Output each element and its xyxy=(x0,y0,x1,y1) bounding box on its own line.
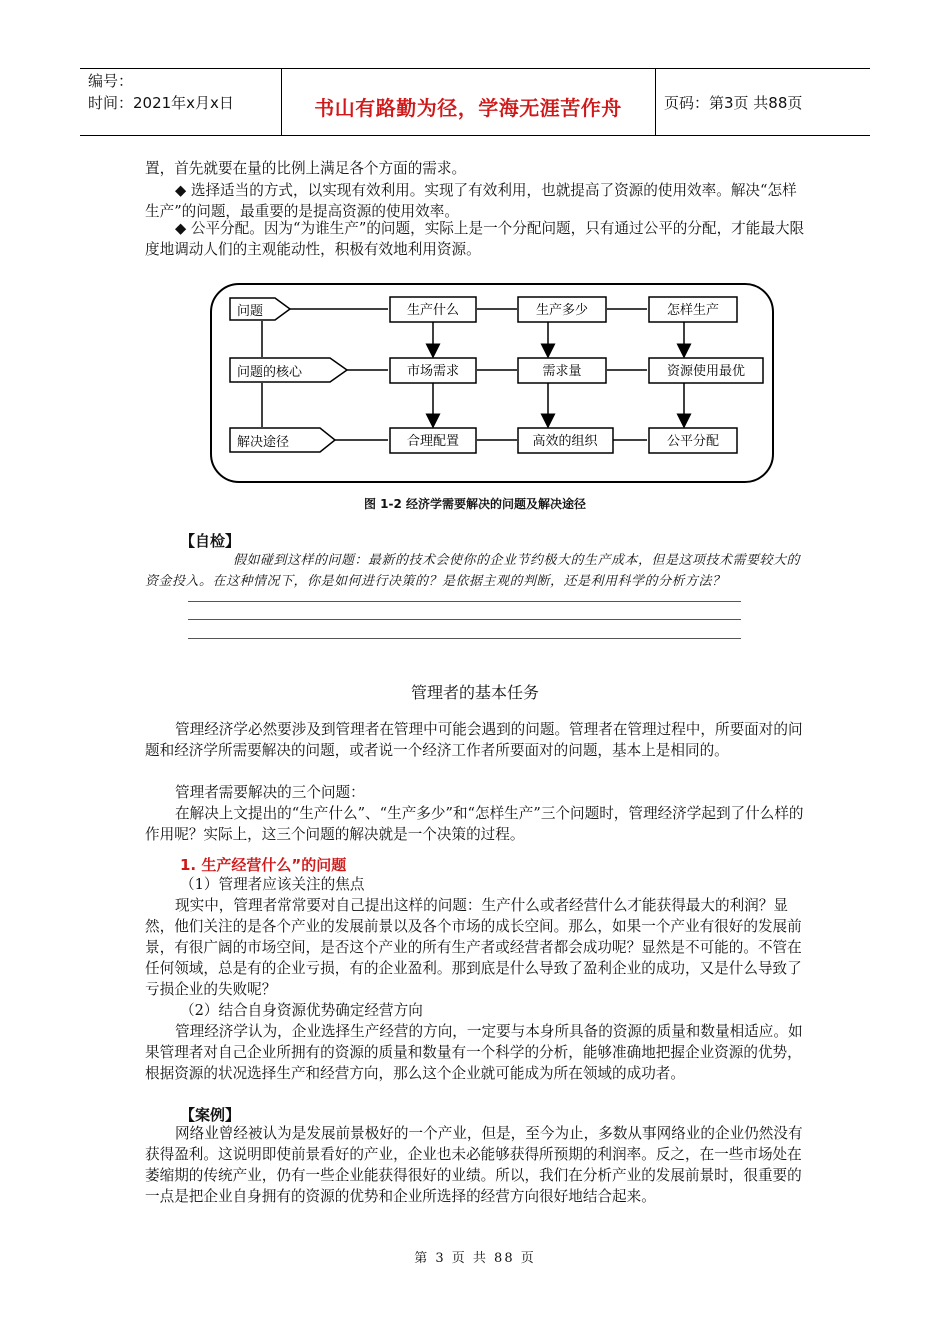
row-label-core: 问题的核心 xyxy=(237,365,303,380)
self-check-text: 假如碰到这样的问题：最新的技术会使你的企业节约极大的生产成本，但是这项技术需要较大的资金投入。在这种情况下，你是如何进行决策的？是依据主观的判断，还是利用科学的分析方法？ xyxy=(145,553,801,589)
subheading-1: （1）管理者应该关注的焦点 xyxy=(180,876,365,893)
paragraph-3: ◆ 公平分配。因为“为谁生产”的问题，实际上是一个分配问题，只有通过公平的分配，才能最大限度地调动人们的主观能动性，积极有效地利用资源。 xyxy=(145,220,805,258)
row-label-solution: 解决途径 xyxy=(237,435,290,450)
answer-line-2 xyxy=(188,619,741,620)
red-heading: 1. 生产经营什么”的问题 xyxy=(180,856,347,874)
header-number: 编号： xyxy=(88,72,134,90)
box-how-much: 生产多少 xyxy=(535,303,589,318)
box-fair-distribution: 公平分配 xyxy=(666,434,720,449)
box-demand-quantity: 需求量 xyxy=(542,364,582,379)
subheading-2: （2）结合自身资源优势确定经营方向 xyxy=(180,1002,423,1019)
box-market-demand: 市场需求 xyxy=(406,364,460,379)
header-page-info: 页码：第3页 共88页 xyxy=(664,94,803,112)
section-paragraph-3: 在解决上文提出的“生产什么”、“生产多少”和“怎样生产”三个问题时，管理经济学起到了什么样的作用呢？实际上，这三个问题的解决就是一个决策的过程。 xyxy=(145,805,804,843)
header-time: 时间：2021年x月x日 xyxy=(88,94,234,112)
section-title: 管理者的基本任务 xyxy=(410,683,539,702)
box-optimal-resource-use: 资源使用最优 xyxy=(666,364,746,379)
figure-caption: 图 1-2 经济学需要解决的问题及解决途径 xyxy=(363,497,587,511)
case-heading: 【案例】 xyxy=(180,1106,241,1124)
header-motto: 书山有路勤为径，学海无涯苦作舟 xyxy=(314,96,622,120)
section-paragraph-4: 现实中，管理者常常要对自己提出这样的问题：生产什么或者经营什么才能获得最大的利润？显然，他们关注的是各个产业的发展前景以及各个市场的成长空间。那么，如果一个产业有很好的发展前景，有很广阔的市场空间，是否这个产业的所有生产者或经营者都会成功呢？显然是不可能的。不管在任何领域，总是有的企业亏损，有的企业盈利。那到底是什么导致了盈利企业的成功，又是什么导致了亏损企业的失败呢？ xyxy=(145,897,802,998)
header-divider-2 xyxy=(655,68,656,136)
page-footer: 第 3 页 共 88 页 xyxy=(414,1251,536,1266)
figure-diagram xyxy=(205,280,780,490)
section-paragraph-5: 管理经济学认为，企业选择生产经营的方向，一定要与本身所具备的资源的质量和数量相适应。如果管理者对自己企业所拥有的资源的质量和数量有一个科学的分析，能够准确地把握企业资源的优势，根据资源的状况选择生产和经营方向，那么这个企业就可能成为所在领域的成功者。 xyxy=(145,1023,803,1082)
row-label-problem: 问题 xyxy=(237,304,264,319)
box-rational-allocation: 合理配置 xyxy=(406,434,460,449)
box-how-to-produce: 怎样生产 xyxy=(666,303,720,318)
case-text: 网络业曾经被认为是发展前景极好的一个产业，但是，至今为止，多数从事网络业的企业仍然没有获得盈利。这说明即使前景看好的产业，企业也未必能够获得所预期的利润率。反之，在一些市场处在萎缩期的传统产业，仍有一些企业能获得很好的业绩。所以，我们在分析产业的发展前景时，很重要的一点是把企业自身拥有的资源的优势和企业所选择的经营方向很好地结合起来。 xyxy=(145,1125,803,1205)
paragraph-2: ◆ 选择适当的方式，以实现有效利用。实现了有效利用，也就提高了资源的使用效率。解决“怎样生产”的问题，最重要的是提高资源的使用效率。 xyxy=(145,182,797,220)
paragraph-1: 置，首先就要在量的比例上满足各个方面的需求。 xyxy=(145,160,467,177)
header-top-rule xyxy=(80,68,870,69)
self-check-heading: 【自检】 xyxy=(180,532,241,550)
header-divider-1 xyxy=(281,68,282,136)
section-paragraph-2: 管理者需要解决的三个问题： xyxy=(175,784,365,801)
box-efficient-organization: 高效的组织 xyxy=(532,434,598,449)
box-what-to-produce: 生产什么 xyxy=(406,303,460,318)
answer-line-1 xyxy=(188,601,741,602)
answer-line-3 xyxy=(188,638,741,639)
section-paragraph-1: 管理经济学必然要涉及到管理者在管理中可能会遇到的问题。管理者在管理过程中，所要面对的问题和经济学所需要解决的问题，或者说一个经济工作者所要面对的问题，基本上是相同的。 xyxy=(145,721,803,759)
header-info xyxy=(88,70,280,114)
header-bottom-rule xyxy=(80,135,870,136)
